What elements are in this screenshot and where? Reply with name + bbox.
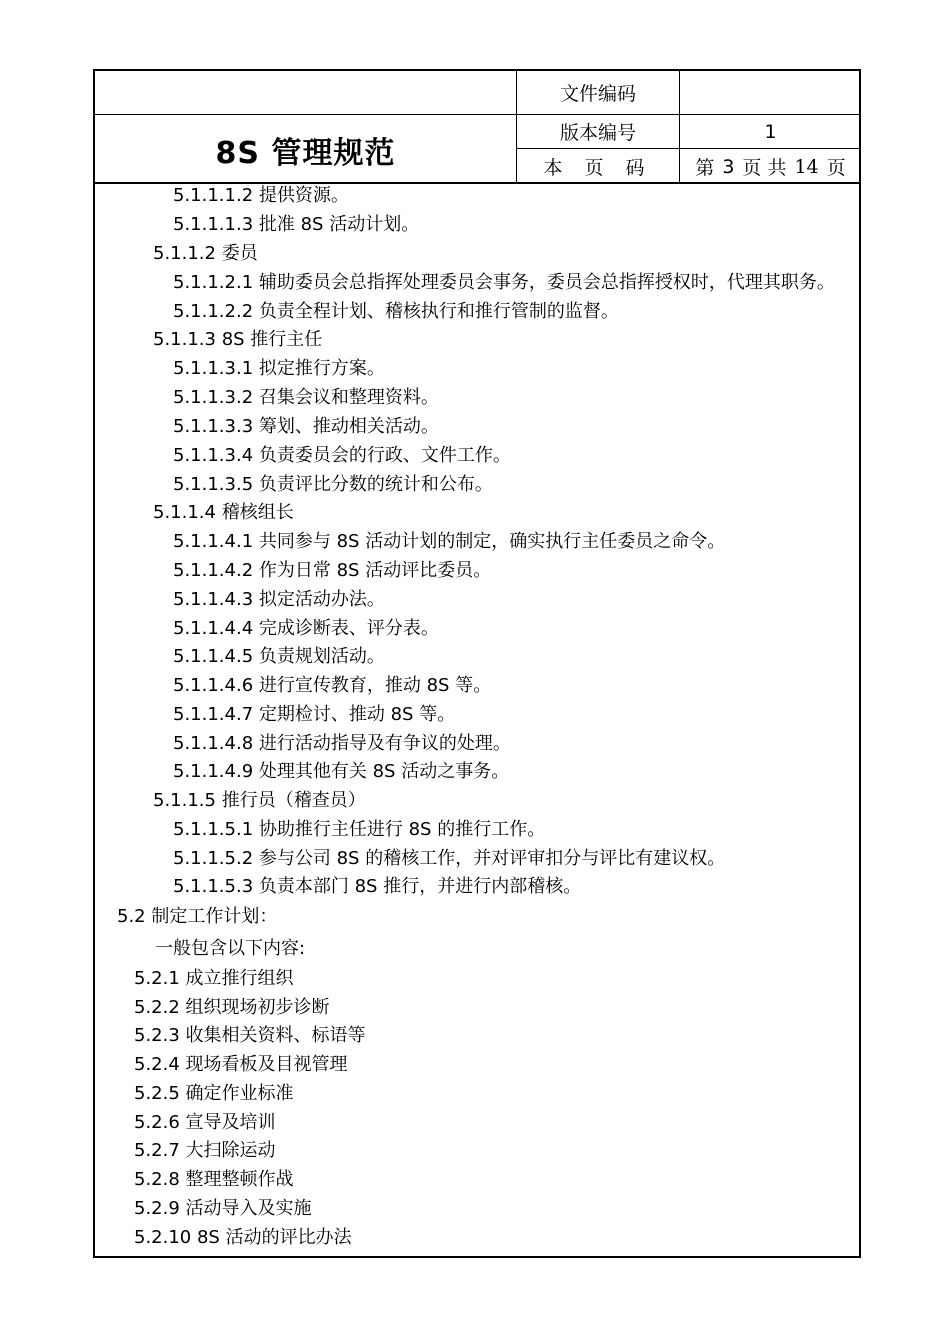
text-line: 5.1.1.3.5 负责评比分数的统计和公布。 [173,474,493,495]
text-line: 5.1.1.5.1 协助推行主任进行 8S 的推行工作。 [173,819,546,840]
list-item: 5.2.4 现场看板及目视管理 [134,1054,348,1075]
text-line: 5.1.1.3.3 筹划、推动相关活动。 [173,416,439,437]
section-heading: 5.1.1.3 8S 推行主任 [153,329,323,350]
text-line: 5.1.1.1.3 批准 8S 活动计划。 [173,214,420,235]
page-prefix: 第 [695,157,715,179]
text-line: 5.1.1.4.9 处理其他有关 8S 活动之事务。 [173,761,510,782]
list-item: 5.2.6 宣导及培训 [134,1112,276,1133]
list-item: 5.2.5 确定作业标准 [134,1083,294,1104]
text-line: 5.1.1.3.4 负责委员会的行政、文件工作。 [173,445,511,466]
page-mid: 页 共 [742,157,787,179]
section-heading: 5.1.1.4 稽核组长 [153,502,294,523]
document-header [93,69,861,184]
list-item: 5.2.9 活动导入及实施 [134,1198,312,1219]
list-item: 5.2.7 大扫除运动 [134,1140,276,1161]
text-line: 5.1.1.4.6 进行宣传教育，推动 8S 等。 [173,675,492,696]
page-suffix: 页 [826,157,846,179]
text-line: 5.1.1.4.3 拟定活动办法。 [173,589,385,610]
text-line: 5.1.1.1.2 提供资源。 [173,185,349,206]
version-value: 1 [764,120,777,143]
text-line: 5.1.1.4.8 进行活动指导及有争议的处理。 [173,733,511,754]
file-code-label: 文件编码 [559,83,636,105]
text-line: 5.1.1.4.1 共同参与 8S 活动计划的制定，确实执行主任委员之命令。 [173,531,726,552]
document-body [93,184,861,1258]
text-line: 5.1.1.4.7 定期检讨、推动 8S 等。 [173,704,456,725]
page-number [680,149,861,184]
page-total: 14 [794,155,819,178]
text-line: 5.1.1.4.2 作为日常 8S 活动评比委员。 [173,560,492,581]
version-label: 版本编号 [559,122,636,144]
list-item: 5.2.3 收集相关资料、标语等 [134,1025,366,1046]
text-line: 5.1.1.3.2 召集会议和整理资料。 [173,387,439,408]
section-heading: 5.1.1.2 委员 [153,243,258,264]
text-line: 5.1.1.4.4 完成诊断表、评分表。 [173,618,439,639]
list-item: 5.2.2 组织现场初步诊断 [134,997,330,1018]
text-line: 5.1.1.5.2 参与公司 8S 的稽核工作，并对评审扣分与评比有建议权。 [173,848,726,869]
list-item: 5.2.8 整理整顿作战 [134,1169,294,1190]
document-title: 8S 管理规范 [215,135,396,171]
list-item: 5.2.10 8S 活动的评比办法 [134,1227,352,1248]
text-line: 一般包含以下内容: [155,938,306,959]
page-label: 本 页 码 [543,157,653,179]
text-line: 5.1.1.2.2 负责全程计划、稽核执行和推行管制的监督。 [173,301,619,322]
text-line: 5.1.1.3.1 拟定推行方案。 [173,358,385,379]
section-heading: 5.2 制定工作计划： [117,906,278,927]
list-item: 5.2.1 成立推行组织 [134,968,294,989]
section-heading: 5.1.1.5 推行员（稽查员） [153,790,366,811]
text-line: 5.1.1.4.5 负责规划活动。 [173,646,385,667]
file-code-value [680,71,861,114]
page-current: 3 [722,155,735,178]
text-line: 5.1.1.5.3 负责本部门 8S 推行，并进行内部稽核。 [173,876,582,897]
text-line: 5.1.1.2.1 辅助委员会总指挥处理委员会事务，委员会总指挥授权时，代理其职务。 [173,272,835,293]
